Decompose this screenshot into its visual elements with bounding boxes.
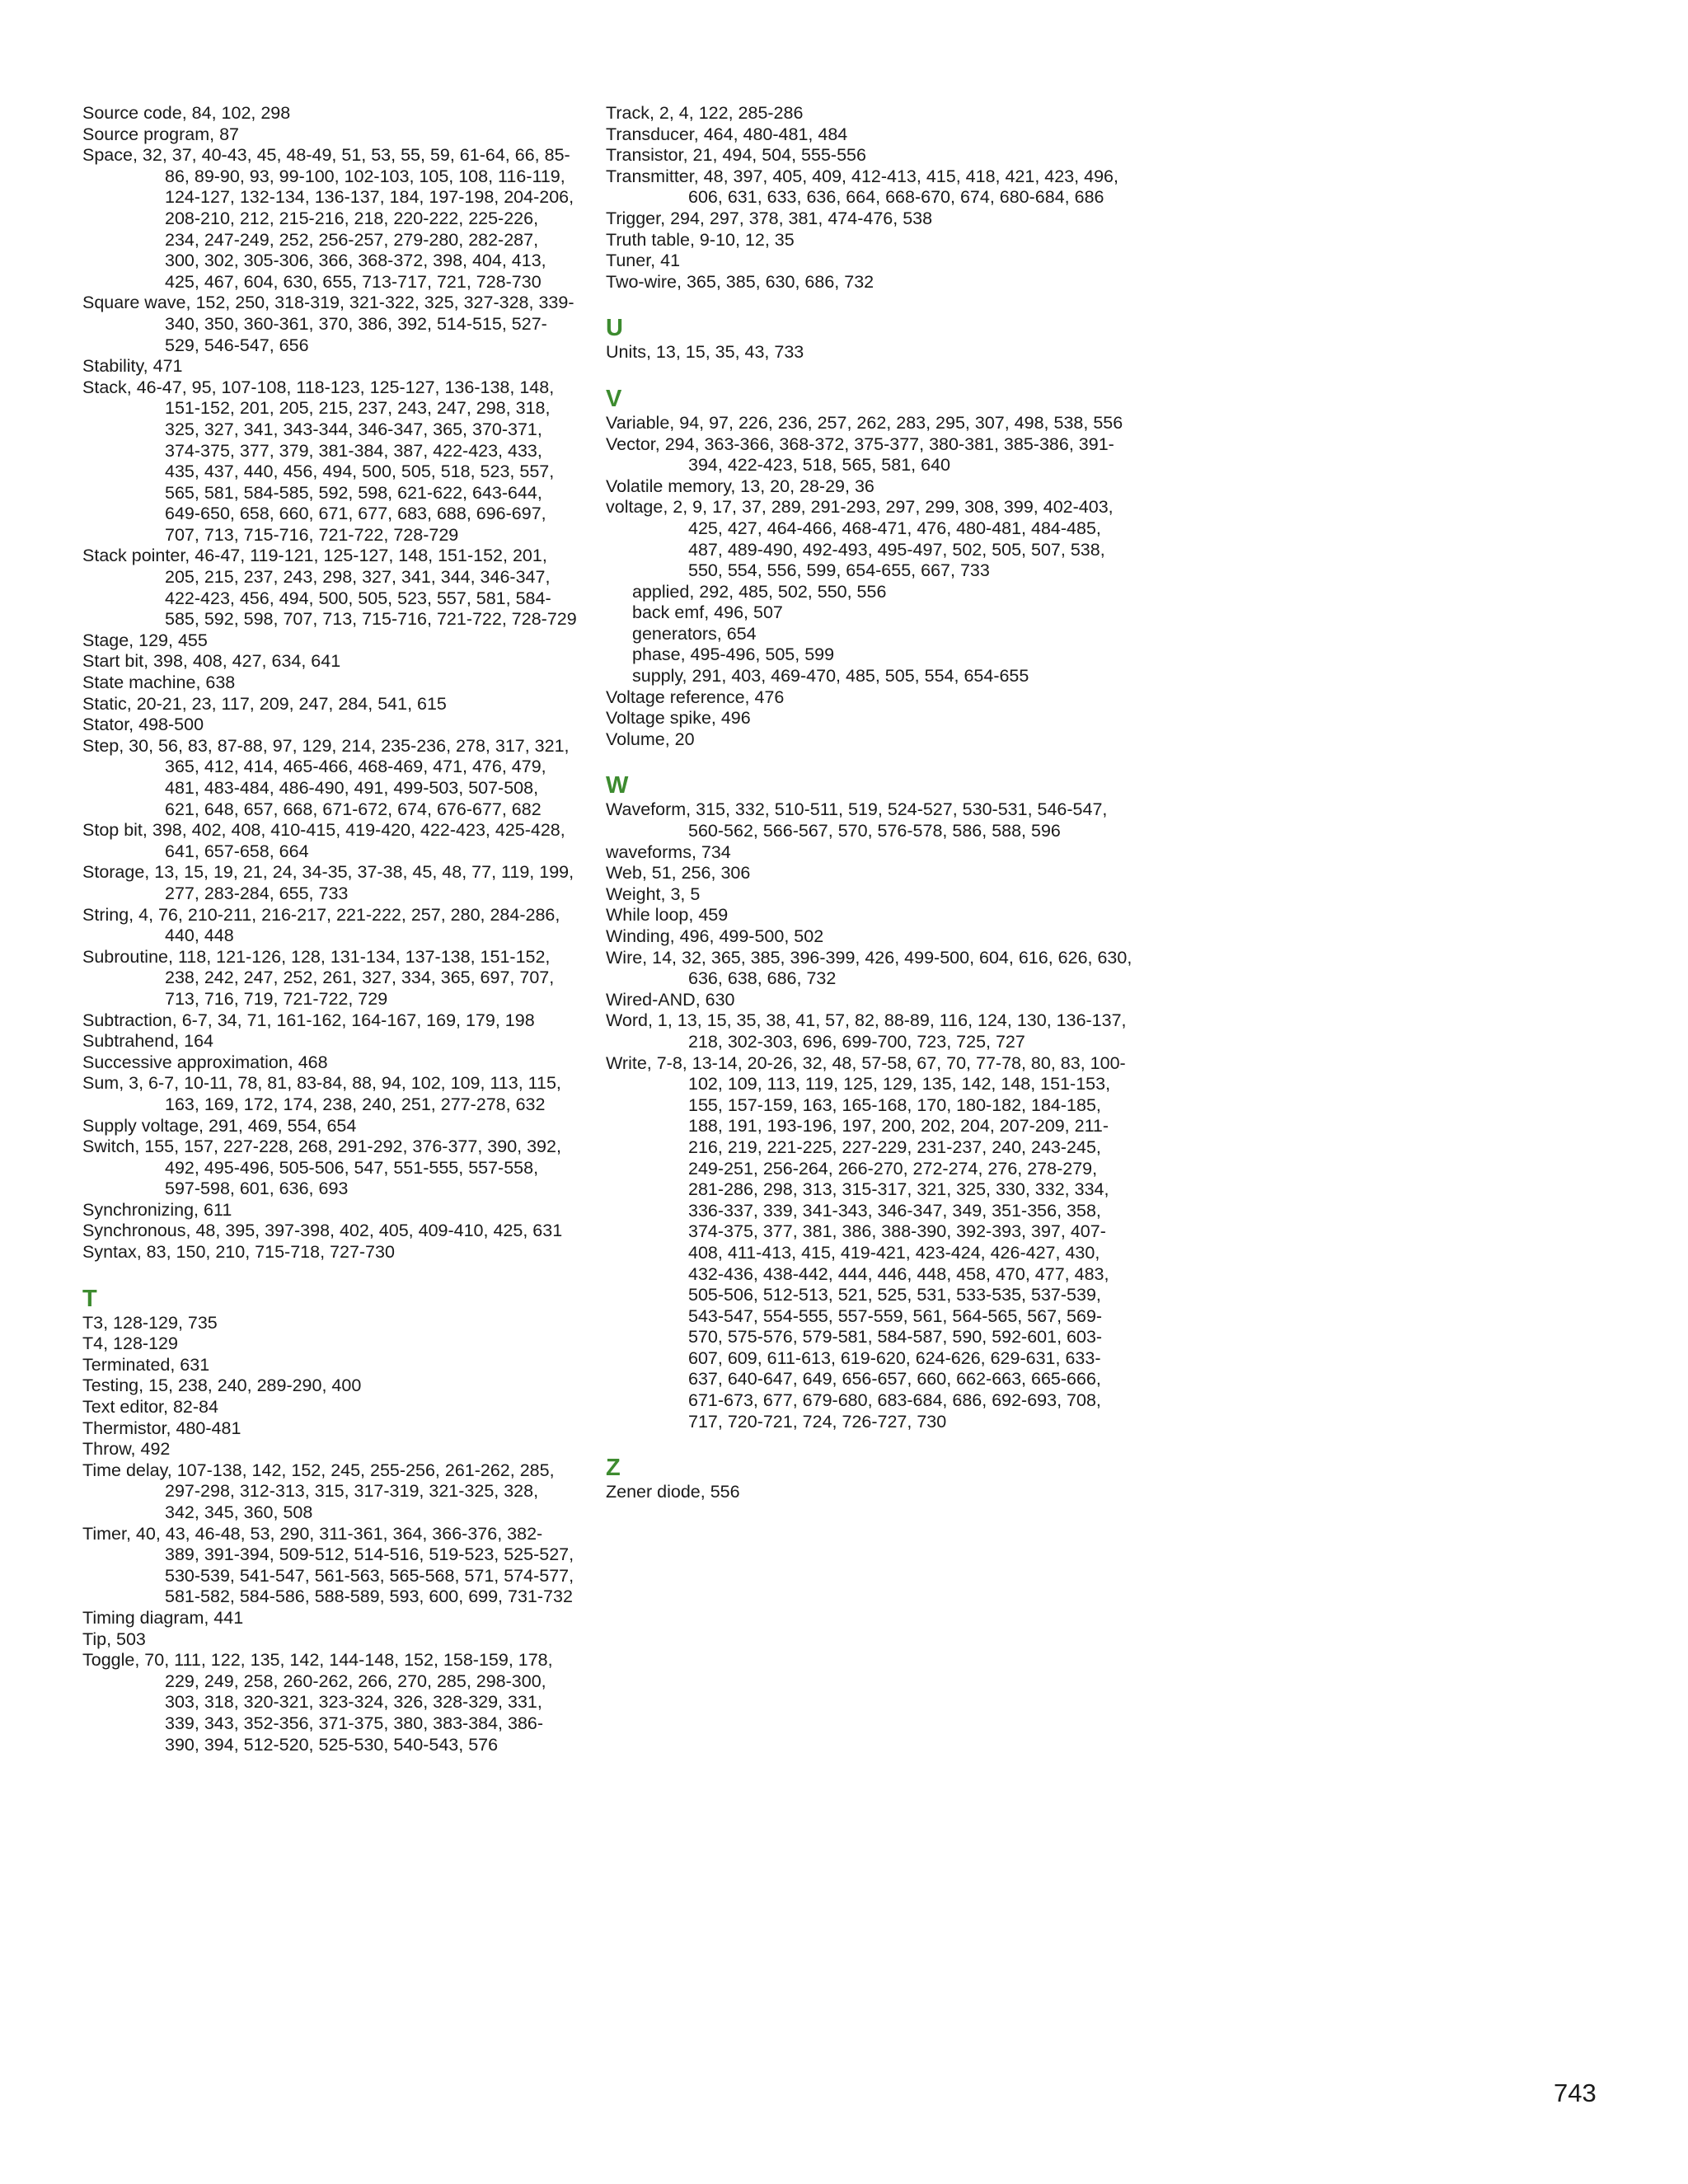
index-entry: Square wave, 152, 250, 318-319, 321-322, 325, 327-328, 339-340, 350, 360-361, 370, 386, 392, 514-515, 527-529, 546-547, 656 <box>82 293 574 355</box>
index-entry: Syntax, 83, 150, 210, 715-718, 727-730 <box>82 1242 395 1263</box>
index-entry: Volatile memory, 13, 20, 28-29, 36 <box>606 476 874 496</box>
index-column-right <box>606 103 1133 1503</box>
index-subentry: back emf, 496, 507 <box>632 602 783 623</box>
index-subentry: supply, 291, 403, 469-470, 485, 505, 554, 654-655 <box>632 666 1029 687</box>
page-number: 743 <box>1554 2079 1597 2107</box>
index-entry: Zener diode, 556 <box>606 1482 740 1502</box>
index-entry: Voltage reference, 476 <box>606 687 785 707</box>
index-entry: Sum, 3, 6-7, 10-11, 78, 81, 83-84, 88, 94, 102, 109, 113, 115, 163, 169, 172, 174, 238, 240, 251, 277-278, 632 <box>82 1073 561 1114</box>
index-entry: Space, 32, 37, 40-43, 45, 48-49, 51, 53, 55, 59, 61-64, 66, 85-86, 89-90, 93, 99-100, 102-103, 105, 108, 116-119, 124-127, 132-134, 136-137, 184, 197-198, 204-206, 208-210, 212, 215-216, 218, 220-222, 225-226, 234, 247-249, 252, 256-257, 279-280, 282-287, 300, 302, 305-306, 366, 368-372, 398, 404, 413, 425, 467, 604, 630, 655, 713-717, 721, 728-730 <box>82 145 574 292</box>
index-entry: Trigger, 294, 297, 378, 381, 474-476, 538 <box>606 208 933 228</box>
index-entry: Volume, 20 <box>606 729 695 749</box>
index-entry: Track, 2, 4, 122, 285-286 <box>606 103 804 123</box>
index-entry: Static, 20-21, 23, 117, 209, 247, 284, 541, 615 <box>82 693 447 714</box>
index-entry: Web, 51, 256, 306 <box>606 863 751 883</box>
index-entry: Vector, 294, 363-366, 368-372, 375-377, 380-381, 385-386, 391-394, 422-423, 518, 565, 581, 640 <box>606 434 1114 476</box>
index-entry: Subtraction, 6-7, 34, 71, 161-162, 164-167, 169, 179, 198 <box>82 1010 535 1030</box>
index-entry: Step, 30, 56, 83, 87-88, 97, 129, 214, 235-236, 278, 317, 321, 365, 412, 414, 465-466, 468-469, 471, 476, 479, 481, 483-484, 486-490, 491, 499-503, 507-508, 621, 648, 657, 668, 671-672, 674, 676-677, 682 <box>82 735 570 819</box>
section-letter-v: V <box>606 385 622 412</box>
index-entry: Subtrahend, 164 <box>82 1031 213 1052</box>
index-entry: waveforms, 734 <box>606 841 731 862</box>
index-entry: Supply voltage, 291, 469, 554, 654 <box>82 1115 357 1136</box>
index-subentry: applied, 292, 485, 502, 550, 556 <box>632 581 887 602</box>
index-column-left <box>82 103 577 1755</box>
index-entry: Waveform, 315, 332, 510-511, 519, 524-527, 530-531, 546-547, 560-562, 566-567, 570, 576-578, 586, 588, 596 <box>606 799 1108 841</box>
index-entry: Tuner, 41 <box>606 251 681 271</box>
index-entry: Word, 1, 13, 15, 35, 38, 41, 57, 82, 88-89, 116, 124, 130, 136-137, 218, 302-303, 696, 699-700, 723, 725, 727 <box>606 1010 1127 1052</box>
index-entry: Stack, 46-47, 95, 107-108, 118-123, 125-127, 136-138, 148, 151-152, 201, 205, 215, 237, 243, 247, 298, 318, 325, 327, 341, 343-344, 346-347, 365, 370-371, 374-375, 377, 379, 381-384, 387, 422-423, 433, 435, 437, 440, 456, 494, 500, 505, 518, 523, 557, 565, 581, 584-585, 592, 598, 621-622, 643-644, 649-650, 658, 660, 671, 677, 683, 688, 696-697, 707, 713, 715-716, 721-722, 728-729 <box>82 377 555 545</box>
index-entry: Switch, 155, 157, 227-228, 268, 291-292, 376-377, 390, 392, 492, 495-496, 505-506, 547, 551-555, 557-558, 597-598, 601, 636, 693 <box>82 1137 561 1199</box>
index-entry: Synchronizing, 611 <box>82 1199 232 1220</box>
index-entry: Throw, 492 <box>82 1439 171 1460</box>
index-entry: T4, 128-129 <box>82 1333 178 1354</box>
index-entry: While loop, 459 <box>606 905 729 926</box>
index-entry: Terminated, 631 <box>82 1354 210 1375</box>
index-entry: Tip, 503 <box>82 1629 146 1649</box>
index-entry: Source code, 84, 102, 298 <box>82 103 291 123</box>
index-entry: Variable, 94, 97, 226, 236, 257, 262, 283, 295, 307, 498, 538, 556 <box>606 412 1123 433</box>
section-letter-t: T <box>82 1285 97 1312</box>
index-entry: Successive approximation, 468 <box>82 1052 328 1072</box>
index-entry: Timing diagram, 441 <box>82 1607 244 1628</box>
index-entry: Stop bit, 398, 402, 408, 410-415, 419-420, 422-423, 425-428, 641, 657-658, 664 <box>82 820 565 861</box>
index-entry: Text editor, 82-84 <box>82 1397 218 1418</box>
section-letter-w: W <box>606 772 629 799</box>
index-entry: Start bit, 398, 408, 427, 634, 641 <box>82 651 341 672</box>
index-entry: State machine, 638 <box>82 673 236 693</box>
index-entry: T3, 128-129, 735 <box>82 1312 218 1333</box>
index-entry: Stage, 129, 455 <box>82 630 208 650</box>
index-entry: Transistor, 21, 494, 504, 555-556 <box>606 145 866 166</box>
index-entry: Source program, 87 <box>82 124 240 144</box>
index-subentry: phase, 495-496, 505, 599 <box>632 644 835 665</box>
index-entry: Storage, 13, 15, 19, 21, 24, 34-35, 37-38, 45, 48, 77, 119, 199, 277, 283-284, 655, 733 <box>82 862 574 903</box>
index-entry: Toggle, 70, 111, 122, 135, 142, 144-148, 152, 158-159, 178, 229, 249, 258, 260-262, 266, 270, 285, 298-300, 303, 318, 320-321, 323-324, 326, 328-329, 331, 339, 343, 352-356, 371-375, 380, 383-384, 386-390, 394, 512-520, 525-530, 540-543, 576 <box>82 1650 553 1755</box>
index-entry: Write, 7-8, 13-14, 20-26, 32, 48, 57-58, 67, 70, 77-78, 80, 83, 100-102, 109, 113, 119, 125, 129, 135, 142, 148, 151-153, 155, 157-159, 163, 165-168, 170, 180-182, 184-185, 188, 191, 193-196, 197, 200, 202, 204, 207-209, 211-216, 219, 221-225, 227-229, 231-237, 240, 243-245, 249-251, 256-264, 266-270, 272-274, 276, 278-279, 281-286, 298, 313, 315-317, 321, 325, 330, 332, 334, 336-337, 339, 341-343, 346-347, 349, 351-356, 358, 374-375, 377, 381, 386, 388-390, 392-393, 397, 407-408, 411-413, 415, 419-421, 423-424, 426-427, 430, 432-436, 438-442, 444, 446, 448, 458, 470, 477, 483, 505-506, 512-513, 521, 525, 531, 533-535, 537-539, 543-547, 554-555, 557-559, 561, 564-565, 567, 569-570, 575-576, 579-581, 584-587, 590, 592-601, 603-607, 609, 611-613, 619-620, 624-626, 629-631, 633-637, 640-647, 649, 656-657, 660, 662-663, 665-666, 671-673, 677, 679-680, 683-684, 686, 692-693, 708, 717, 720-721, 724, 726-727, 730 <box>606 1052 1126 1432</box>
index-entry: Synchronous, 48, 395, 397-398, 402, 405, 409-410, 425, 631 <box>82 1221 563 1241</box>
index-entry: Units, 13, 15, 35, 43, 733 <box>606 342 804 363</box>
index-entry: Truth table, 9-10, 12, 35 <box>606 229 795 250</box>
section-letter-u: U <box>606 315 623 342</box>
index-entry: Thermistor, 480-481 <box>82 1418 241 1438</box>
index-entry: Stability, 471 <box>82 356 183 377</box>
index-entry: String, 4, 76, 210-211, 216-217, 221-222, 257, 280, 284-286, 440, 448 <box>82 904 560 946</box>
index-entry: Transducer, 464, 480-481, 484 <box>606 124 848 144</box>
index-entry: Winding, 496, 499-500, 502 <box>606 926 824 946</box>
index-entry: Timer, 40, 43, 46-48, 53, 290, 311-361, 364, 366-376, 382-389, 391-394, 509-512, 514-516, 519-523, 525-527, 530-539, 541-547, 561-563, 565-568, 571, 574-577, 581-582, 584-586, 588-589, 593, 600, 699, 731-732 <box>82 1523 574 1607</box>
index-entry: Voltage spike, 496 <box>606 708 751 729</box>
section-letter-z: Z <box>606 1455 621 1482</box>
index-entry: Weight, 3, 5 <box>606 883 701 904</box>
index-entry: Wired-AND, 630 <box>606 989 735 1010</box>
index-entry: Transmitter, 48, 397, 405, 409, 412-413, 415, 418, 421, 423, 496, 606, 631, 633, 636, 664, 668-670, 674, 680-684, 686 <box>606 166 1118 208</box>
index-entry: Time delay, 107-138, 142, 152, 245, 255-256, 261-262, 285, 297-298, 312-313, 315, 317-319, 321-325, 328, 342, 345, 360, 508 <box>82 1460 555 1522</box>
index-entry: Wire, 14, 32, 365, 385, 396-399, 426, 499-500, 604, 616, 626, 630, 636, 638, 686, 732 <box>606 947 1132 989</box>
index-entry: Two-wire, 365, 385, 630, 686, 732 <box>606 271 874 292</box>
index-entry: voltage, 2, 9, 17, 37, 289, 291-293, 297, 299, 308, 399, 402-403, 425, 427, 464-466, 468-471, 476, 480-481, 484-485, 487, 489-490, 492-493, 495-497, 502, 505, 507, 538, 550, 554, 556, 599, 654-655, 667, 733 <box>606 497 1114 581</box>
index-entry: Stator, 498-500 <box>82 715 204 735</box>
index-entry: Stack pointer, 46-47, 119-121, 125-127, 148, 151-152, 201, 205, 215, 237, 243, 298, 327, 341, 344, 346-347, 422-423, 456, 494, 500, 505, 523, 557, 581, 584-585, 592, 598, 707, 713, 715-716, 721-722, 728-729 <box>82 546 577 630</box>
index-subentry: generators, 654 <box>632 623 757 644</box>
index-entry: Subroutine, 118, 121-126, 128, 131-134, 137-138, 151-152, 238, 242, 247, 252, 261, 327, 334, 365, 697, 707, 713, 716, 719, 721-722, 729 <box>82 946 555 1009</box>
index-entry: Testing, 15, 238, 240, 289-290, 400 <box>82 1376 362 1396</box>
